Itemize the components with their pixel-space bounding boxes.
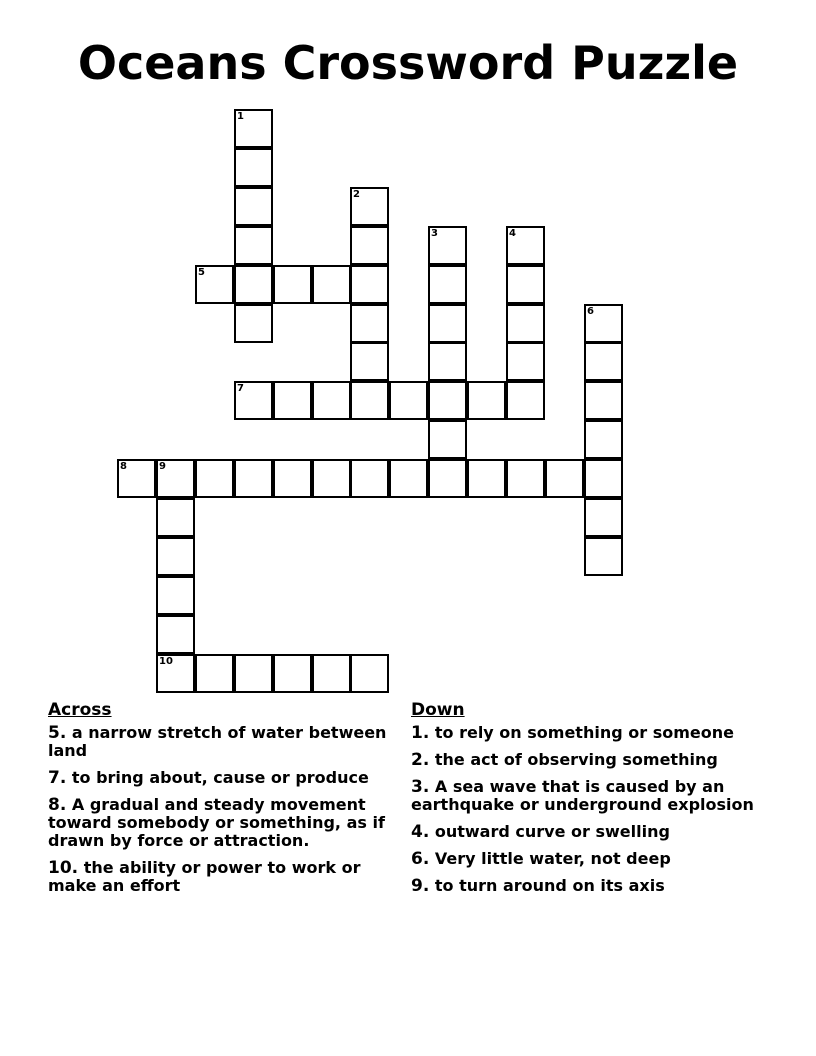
clue-text: to bring about, cause or produce xyxy=(66,768,369,787)
grid-cell[interactable] xyxy=(156,537,195,576)
grid-cell[interactable] xyxy=(234,381,273,420)
down-clues xyxy=(411,700,756,904)
grid-cell[interactable] xyxy=(584,420,623,459)
clue-text: outward curve or swelling xyxy=(429,822,670,841)
grid-cell[interactable] xyxy=(234,187,273,226)
grid-cell[interactable] xyxy=(467,381,506,420)
clue-number: 3. xyxy=(411,777,430,797)
clue-number: 10. xyxy=(48,858,79,878)
grid-cell[interactable] xyxy=(389,381,428,420)
grid-cell[interactable] xyxy=(350,187,389,226)
grid-cell[interactable] xyxy=(234,226,273,265)
page-title: Oceans Crossword Puzzle xyxy=(77,36,739,90)
grid-cell[interactable] xyxy=(195,459,234,498)
down-clue xyxy=(411,877,756,895)
down-clue xyxy=(411,751,756,769)
grid-cell[interactable] xyxy=(273,381,312,420)
grid-cell[interactable] xyxy=(350,342,389,381)
clue-number: 1. xyxy=(411,723,430,743)
grid-cell[interactable] xyxy=(234,459,273,498)
clue-text: A gradual and steady movement toward somebody or something, as if drawn by force or attraction. xyxy=(48,795,385,850)
grid-cell[interactable] xyxy=(195,265,234,304)
clue-text: a narrow stretch of water between land xyxy=(48,723,387,760)
grid-cell[interactable] xyxy=(234,304,273,343)
cell-number: 5 xyxy=(198,267,205,278)
clue-number: 4. xyxy=(411,822,430,842)
grid-cell[interactable] xyxy=(584,459,623,498)
grid-cell[interactable] xyxy=(273,265,312,304)
down-clue xyxy=(411,850,756,868)
grid-cell[interactable] xyxy=(350,654,389,693)
cell-number: 4 xyxy=(509,228,516,239)
grid-cell[interactable] xyxy=(428,304,467,343)
grid-cell[interactable] xyxy=(584,381,623,420)
cell-number: 1 xyxy=(237,111,244,122)
grid-cell[interactable] xyxy=(506,226,545,265)
cell-number: 3 xyxy=(431,228,438,239)
grid-cell[interactable] xyxy=(506,459,545,498)
grid-cell[interactable] xyxy=(506,304,545,343)
cell-number: 9 xyxy=(159,461,166,472)
grid-cell[interactable] xyxy=(428,265,467,304)
grid-cell[interactable] xyxy=(350,265,389,304)
down-heading: Down xyxy=(411,700,465,720)
clue-text: to rely on something or someone xyxy=(429,723,734,742)
clue-number: 7. xyxy=(48,768,67,788)
grid-cell[interactable] xyxy=(350,304,389,343)
grid-cell[interactable] xyxy=(584,537,623,576)
cell-number: 8 xyxy=(120,461,127,472)
grid-cell[interactable] xyxy=(350,459,389,498)
clue-number: 9. xyxy=(411,876,430,896)
grid-cell[interactable] xyxy=(234,148,273,187)
grid-cell[interactable] xyxy=(195,654,234,693)
grid-cell[interactable] xyxy=(312,654,351,693)
clue-number: 5. xyxy=(48,723,67,743)
grid-cell[interactable] xyxy=(584,304,623,343)
grid-cell[interactable] xyxy=(506,381,545,420)
grid-cell[interactable] xyxy=(312,381,351,420)
across-clues xyxy=(48,700,403,904)
clue-number: 8. xyxy=(48,795,67,815)
grid-cell[interactable] xyxy=(117,459,156,498)
across-clue xyxy=(48,796,403,850)
grid-cell[interactable] xyxy=(467,459,506,498)
grid-cell[interactable] xyxy=(156,615,195,654)
grid-cell[interactable] xyxy=(506,342,545,381)
clue-text: to turn around on its axis xyxy=(429,876,665,895)
grid-cell[interactable] xyxy=(273,459,312,498)
grid-cell[interactable] xyxy=(506,265,545,304)
grid-cell[interactable] xyxy=(234,109,273,148)
clue-number: 6. xyxy=(411,849,430,869)
grid-cell[interactable] xyxy=(156,498,195,537)
cell-number: 10 xyxy=(159,656,173,667)
cell-number: 7 xyxy=(237,383,244,394)
across-heading: Across xyxy=(48,700,112,720)
down-clue xyxy=(411,778,756,814)
grid-cell[interactable] xyxy=(156,459,195,498)
grid-cell[interactable] xyxy=(350,381,389,420)
grid-cell[interactable] xyxy=(312,265,351,304)
clue-text: the act of observing something xyxy=(429,750,718,769)
clue-number: 2. xyxy=(411,750,430,770)
grid-cell[interactable] xyxy=(234,654,273,693)
cell-number: 6 xyxy=(587,306,594,317)
grid-cell[interactable] xyxy=(312,459,351,498)
grid-cell[interactable] xyxy=(389,459,428,498)
grid-cell[interactable] xyxy=(350,226,389,265)
grid-cell[interactable] xyxy=(428,420,467,459)
across-clue xyxy=(48,859,403,895)
down-clue xyxy=(411,724,756,742)
grid-cell[interactable] xyxy=(545,459,584,498)
grid-cell[interactable] xyxy=(584,498,623,537)
clue-text: the ability or power to work or make an effort xyxy=(48,858,361,895)
across-clue xyxy=(48,769,403,787)
grid-cell[interactable] xyxy=(273,654,312,693)
clue-text: Very little water, not deep xyxy=(429,849,671,868)
grid-cell[interactable] xyxy=(156,654,195,693)
across-clue xyxy=(48,724,403,760)
cell-number: 2 xyxy=(353,189,360,200)
grid-cell[interactable] xyxy=(234,265,273,304)
grid-cell[interactable] xyxy=(428,226,467,265)
clue-text: A sea wave that is caused by an earthquake or underground explosion xyxy=(411,777,754,814)
down-clue xyxy=(411,823,756,841)
grid-cell[interactable] xyxy=(428,381,467,420)
grid-cell[interactable] xyxy=(584,342,623,381)
grid-cell[interactable] xyxy=(156,576,195,615)
grid-cell[interactable] xyxy=(428,459,467,498)
grid-cell[interactable] xyxy=(428,342,467,381)
